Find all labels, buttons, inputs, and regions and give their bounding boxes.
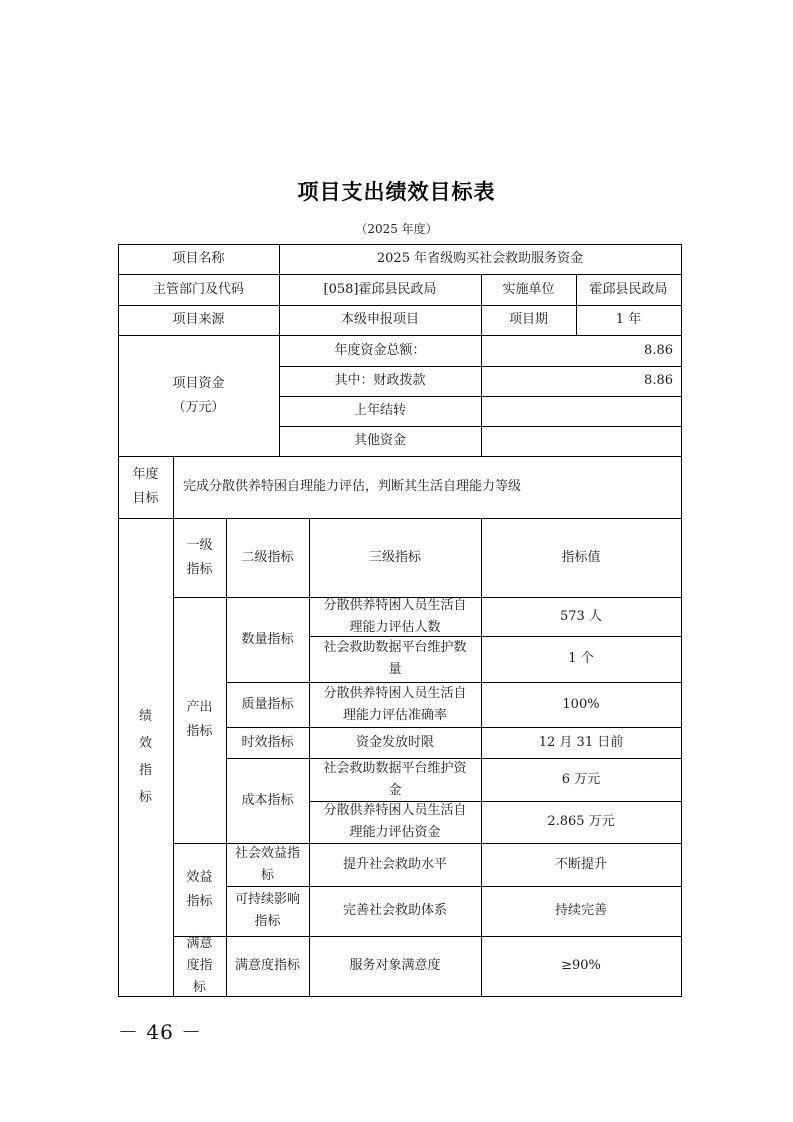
quantity-indicator-label: 数量指标 — [241, 631, 294, 647]
project-period-value: 1 年 — [615, 312, 642, 327]
table-row: 分散供养特困人员生活自 理能力评估准确率 — [323, 685, 467, 723]
total-funds-label: 年度资金总额： — [334, 342, 426, 358]
sustainability-indicator-label: 可持续影响 指标 — [234, 892, 300, 929]
project-name-value: 2025 年省级购买社会救助服务资金 — [376, 251, 584, 266]
indicator-value: 不断提升 — [554, 856, 607, 872]
header-level3: 三级指标 — [368, 549, 421, 565]
indicator-value: 持续完善 — [554, 903, 607, 918]
indicator-value: 6 万元 — [561, 771, 601, 787]
fiscal-appropriation-label: 其中：财政拨款 — [334, 373, 426, 388]
social-benefit-indicator-label: 社会效益指 标 — [234, 845, 300, 883]
indicator-value: 573 人 — [560, 608, 602, 624]
satisfaction-indicator-label: 满意度指标 — [234, 958, 300, 973]
indicator-value: 1 个 — [568, 651, 594, 666]
project-source-label: 项目来源 — [172, 312, 225, 327]
table-row: 社会救助数据平台维护数 量 — [323, 640, 467, 677]
header-level1: 一级 指标 — [186, 537, 213, 577]
annual-goal-label: 年度 目标 — [132, 467, 159, 506]
table-row: 社会救助数据平台维护资 金 — [323, 760, 467, 798]
document-title: 项目支出绩效目标表 — [297, 180, 496, 204]
indicator-value: ≥90% — [561, 958, 601, 973]
table-row: 服务对象满意度 — [349, 958, 441, 973]
header-level2: 二级指标 — [241, 549, 294, 565]
department-label: 主管部门及代码 — [152, 281, 244, 297]
fiscal-appropriation-value: 8.86 — [644, 373, 673, 388]
project-name-label: 项目名称 — [172, 251, 225, 266]
satisfaction-indicators-label: 满意 度指 标 — [186, 936, 213, 995]
table-row: 资金发放时限 — [355, 734, 434, 750]
project-period-label: 项目期 — [508, 312, 548, 327]
document-subtitle: （2025 年度） — [355, 222, 438, 236]
department-value: [058]霍邱县民政局 — [323, 281, 437, 297]
benefit-indicators-label: 效益 指标 — [186, 869, 213, 909]
page-number: － 46 － — [118, 1020, 203, 1044]
implementing-unit-value: 霍邱县民政局 — [589, 281, 668, 297]
total-funds-value: 8.86 — [644, 342, 673, 358]
other-funds-value — [481, 426, 681, 456]
output-indicators-label: 产出 指标 — [186, 700, 213, 739]
carryover-value — [481, 396, 681, 426]
timeliness-indicator-label: 时效指标 — [241, 734, 294, 750]
implementing-unit-label: 实施单位 — [502, 281, 555, 297]
table-row: 提升社会救助水平 — [342, 856, 447, 872]
carryover-label: 上年结转 — [353, 403, 406, 418]
other-funds-label: 其他资金 — [353, 433, 406, 448]
indicator-value: 12 月 31 日前 — [538, 734, 624, 750]
performance-indicators-label: 绩 效 指 标 — [138, 709, 152, 805]
indicator-value: 2.865 万元 — [547, 814, 615, 829]
quality-indicator-label: 质量指标 — [241, 696, 294, 712]
header-value: 指标值 — [561, 549, 601, 565]
table-row: 分散供养特困人员生活自 理能力评估人数 — [323, 597, 467, 635]
cost-indicator-label: 成本指标 — [241, 792, 294, 808]
table-border-right — [681, 244, 682, 997]
table-row: 分散供养特困人员生活自 理能力评估资金 — [323, 803, 467, 840]
table-row: 完善社会救助体系 — [342, 903, 447, 918]
project-source-value: 本级申报项目 — [340, 312, 419, 327]
project-funds-label: 项目资金 （万元） — [172, 375, 225, 415]
indicator-value: 100% — [562, 696, 600, 712]
annual-goal-text: 完成分散供养特困自理能力评估，判断其生活自理能力等级 — [183, 479, 522, 494]
